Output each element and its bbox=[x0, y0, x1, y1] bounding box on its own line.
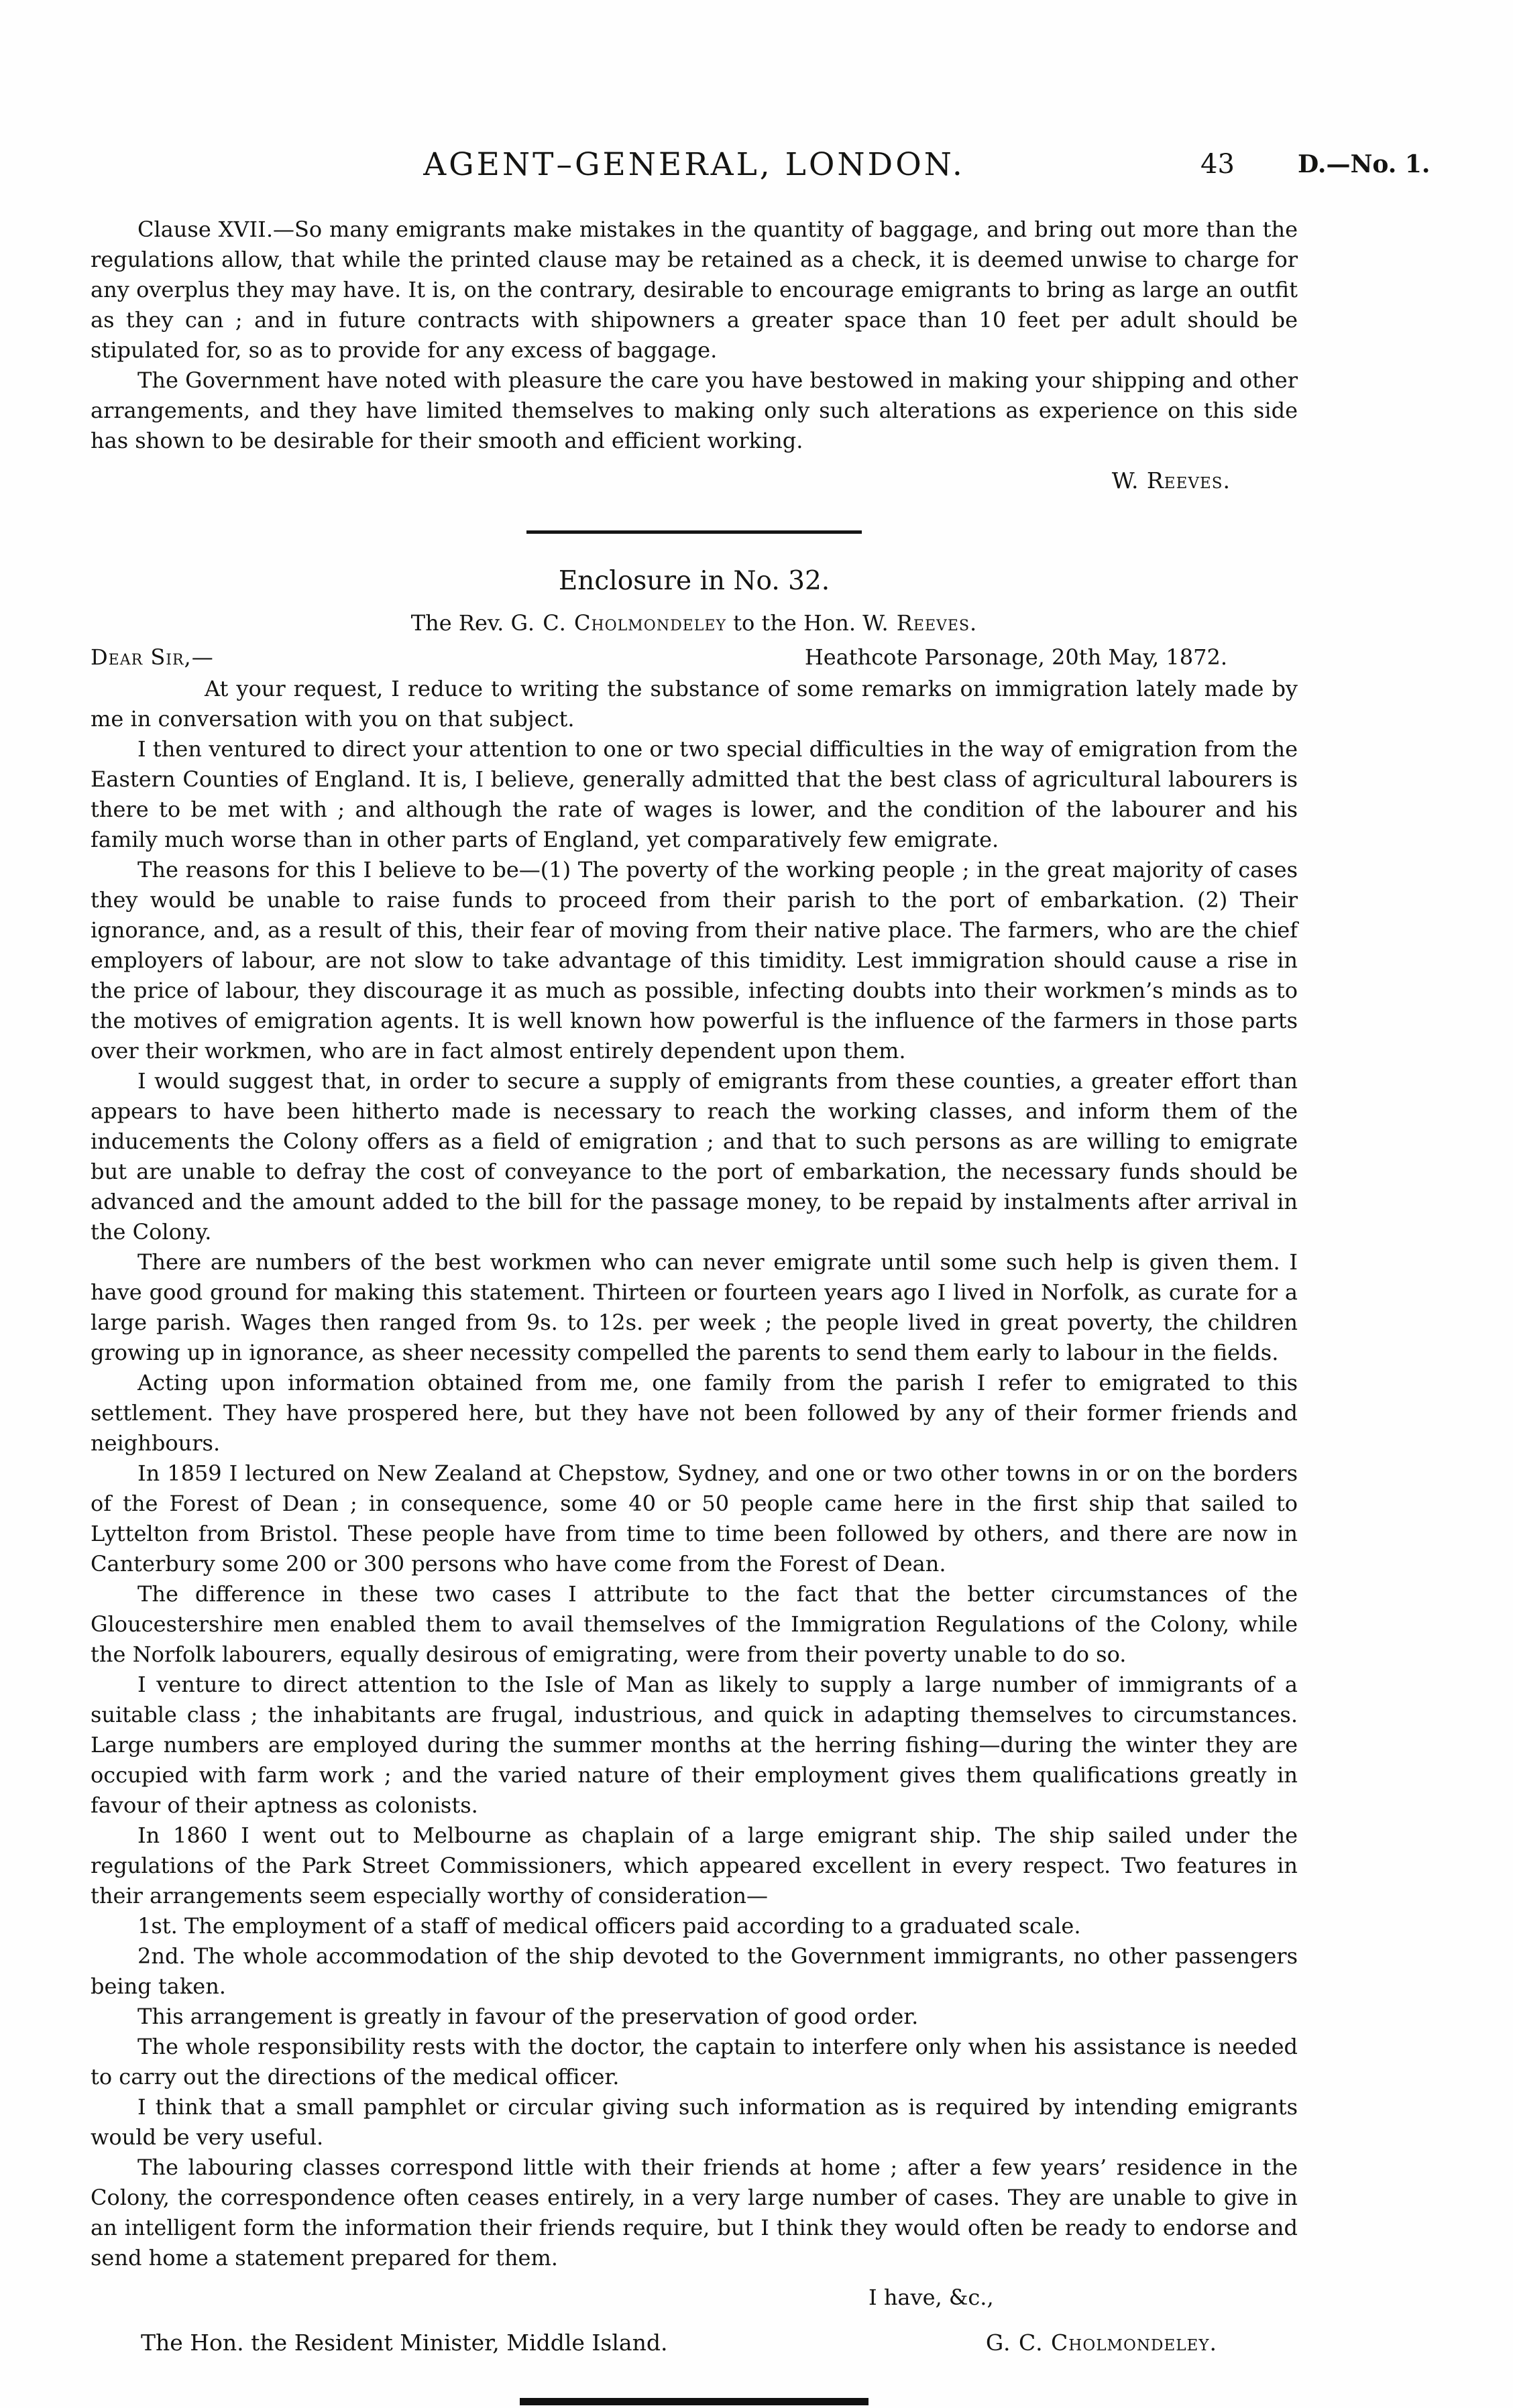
subheading-mid: to the Hon. bbox=[733, 610, 856, 636]
letter-reeves bbox=[91, 215, 1298, 496]
paragraph: I then ventured to direct your attention to one or two special difficulties in the way of emigration from the Eastern Counties of England. It is, I believe, generally admitted that the best class of agricultural labourers is there to be met with ; and although the rate of wages is lower, and the condition of the labourer and his family much worse than in other parts of England, yet comparatively few emigrate. bbox=[91, 736, 1298, 852]
enclosure-subheading bbox=[91, 608, 1298, 638]
page-title: AGENT–GENERAL, LONDON. bbox=[423, 146, 965, 183]
paragraph: The difference in these two cases I attribute to the fact that the better circumstances of the Gloucestershire men enabled them to avail themselves of the Immigration Regulations of the Colony, while the Norfolk labourers, equally desirous of emigrating, were from their poverty unable to do so. bbox=[91, 1581, 1298, 1667]
paragraph: The reasons for this I believe to be—(1) The poverty of the working people ; in the great majority of cases they would be unable to raise funds to proceed from their parish to the port of embarkation. (2) Their ignorance, and, as a result of this, their fear of moving from their native place. The farmers, who are the chief employers of labour, are not slow to take advantage of this timidity. Lest immigration should cause a rise in the price of labour, they discourage it as much as possible, infecting doubts into their workmen’s minds as to the motives of emigration agents. It is well known how powerful is the influence of the farmers in those parts over their workmen, who are in fact almost entirely dependent upon them. bbox=[91, 857, 1298, 1064]
enclosure-heading: Enclosure in No. 32. bbox=[558, 566, 830, 596]
paragraph: I think that a small pamphlet or circular giving such information as is required by intending emigrants would be very useful. bbox=[91, 2094, 1298, 2150]
paragraph: The Government have noted with pleasure the care you have bestowed in making your shipping and other arrangements, and they have limited themselves to making only such alterations as experience on this side has shown to be desirable for their smooth and efficient working. bbox=[91, 367, 1298, 453]
subheading-sender-name: G. C. Cholmondeley bbox=[510, 610, 726, 636]
paragraph: In 1860 I went out to Melbourne as chaplain of a large emigrant ship. The ship sailed under the regulations of the Park Street Commissioners, which appeared excellent in every respect. Two features in their arrangements seem especially worthy of consideration— bbox=[91, 1823, 1298, 1908]
section-divider-rule bbox=[526, 530, 862, 534]
paragraph: Clause XVII.—So many emigrants make mistakes in the quantity of baggage, and bring out more than the regulations allow, that while the printed clause may be retained as a check, it is deemed unwise to charge for any overplus they may have. It is, on the contrary, desirable to encourage emigrants to bring as large an outfit as they can ; and in future contracts with shipowners a greater space than 10 feet per adult should be stipulated for, so as to provide for any excess of baggage. bbox=[91, 217, 1298, 363]
dateline: Heathcote Parsonage, 20th May, 1872. bbox=[804, 644, 1227, 670]
salutation-dateline-row bbox=[91, 642, 1298, 673]
subheading-pre: The Rev. bbox=[410, 610, 504, 636]
paragraph: This arrangement is greatly in favour of the preservation of good order. bbox=[137, 2004, 919, 2029]
signature-cholmondeley: G. C. Cholmondeley. bbox=[985, 2330, 1217, 2356]
paragraph: Acting upon information obtained from me, one family from the parish I refer to emigrated to this settlement. They have prospered here, but they have not been followed by any of their former friends and neighbours. bbox=[91, 1370, 1298, 1456]
salutation: Dear Sir,— bbox=[91, 644, 214, 670]
closing-phrase: I have, &c., bbox=[868, 2285, 994, 2310]
signature-reeves: W. Reeves. bbox=[1111, 467, 1231, 494]
paragraph: The labouring classes correspond little with their friends at home ; after a few years’ residence in the Colony, the correspondence often ceases entirely, in a very large number of cases. They are unable to give in an intelligent form the information their friends require, but I think they would often be ready to endorse and send home a statement prepared for them. bbox=[91, 2155, 1298, 2271]
subheading-recipient-name: W. Reeves. bbox=[862, 610, 978, 636]
doc-number: D.—No. 1. bbox=[1298, 150, 1431, 178]
paragraph: I venture to direct attention to the Isle of Man as likely to supply a large number of immigrants of a suitable class ; the inhabitants are frugal, industrious, and quick in adapting themselves to circumstances. Large numbers are employed during the summer months at the herring fishing—during the winter they are occupied with farm work ; and the varied nature of their employment gives them qualifications greatly in favour of their aptness as colonists. bbox=[91, 1672, 1298, 1818]
enclosure-letter bbox=[91, 566, 1298, 2405]
list-item-1st: 1st. The employment of a staff of medical officers paid according to a graduated scale. bbox=[137, 1913, 1081, 1939]
signoff-row bbox=[91, 2328, 1298, 2358]
paragraph: There are numbers of the best workmen who can never emigrate until some such help is given them. I have good ground for making this statement. Thirteen or fourteen years ago I lived in Norfolk, as curate for a large parish. Wages then ranged from 9s. to 12s. per week ; the people lived in great poverty, the children growing up in ignorance, as sheer necessity compelled the parents to send them early to labour in the fields. bbox=[91, 1249, 1298, 1365]
page-header bbox=[91, 134, 1431, 215]
paragraph: At your request, I reduce to writing the substance of some remarks on immigration lately made by me in conversation with you on that subject. bbox=[91, 676, 1298, 732]
addressee: The Hon. the Resident Minister, Middle Island. bbox=[141, 2330, 668, 2356]
text-column bbox=[91, 134, 1431, 2405]
list-item-2nd: 2nd. The whole accommodation of the ship devoted to the Government immigrants, no other passengers being taken. bbox=[91, 1943, 1298, 1999]
paragraph: In 1859 I lectured on New Zealand at Chepstow, Sydney, and one or two other towns in or on the borders of the Forest of Dean ; in consequence, some 40 or 50 people came here in the first ship that sailed to Lyttelton from Bristol. These people have from time to time been followed by others, and there are now in Canterbury some 200 or 300 persons who have come from the Forest of Dean. bbox=[91, 1460, 1298, 1576]
page-number: 43 bbox=[1200, 149, 1235, 180]
paragraph: The whole responsibility rests with the doctor, the captain to interfere only when his assistance is needed to carry out the directions of the medical officer. bbox=[91, 2034, 1298, 2089]
paragraph: I would suggest that, in order to secure a supply of emigrants from these counties, a greater effort than appears to have been hitherto made is necessary to reach the working classes, and inform them of the inducements the Colony offers as a field of emigration ; and that to such persons as are willing to emigrate but are unable to defray the cost of conveyance to the port of embarkation, the necessary funds should be advanced and the amount added to the bill for the passage money, to be repaid by instalments after arrival in the Colony. bbox=[91, 1068, 1298, 1245]
end-of-letter-rule bbox=[520, 2398, 868, 2405]
